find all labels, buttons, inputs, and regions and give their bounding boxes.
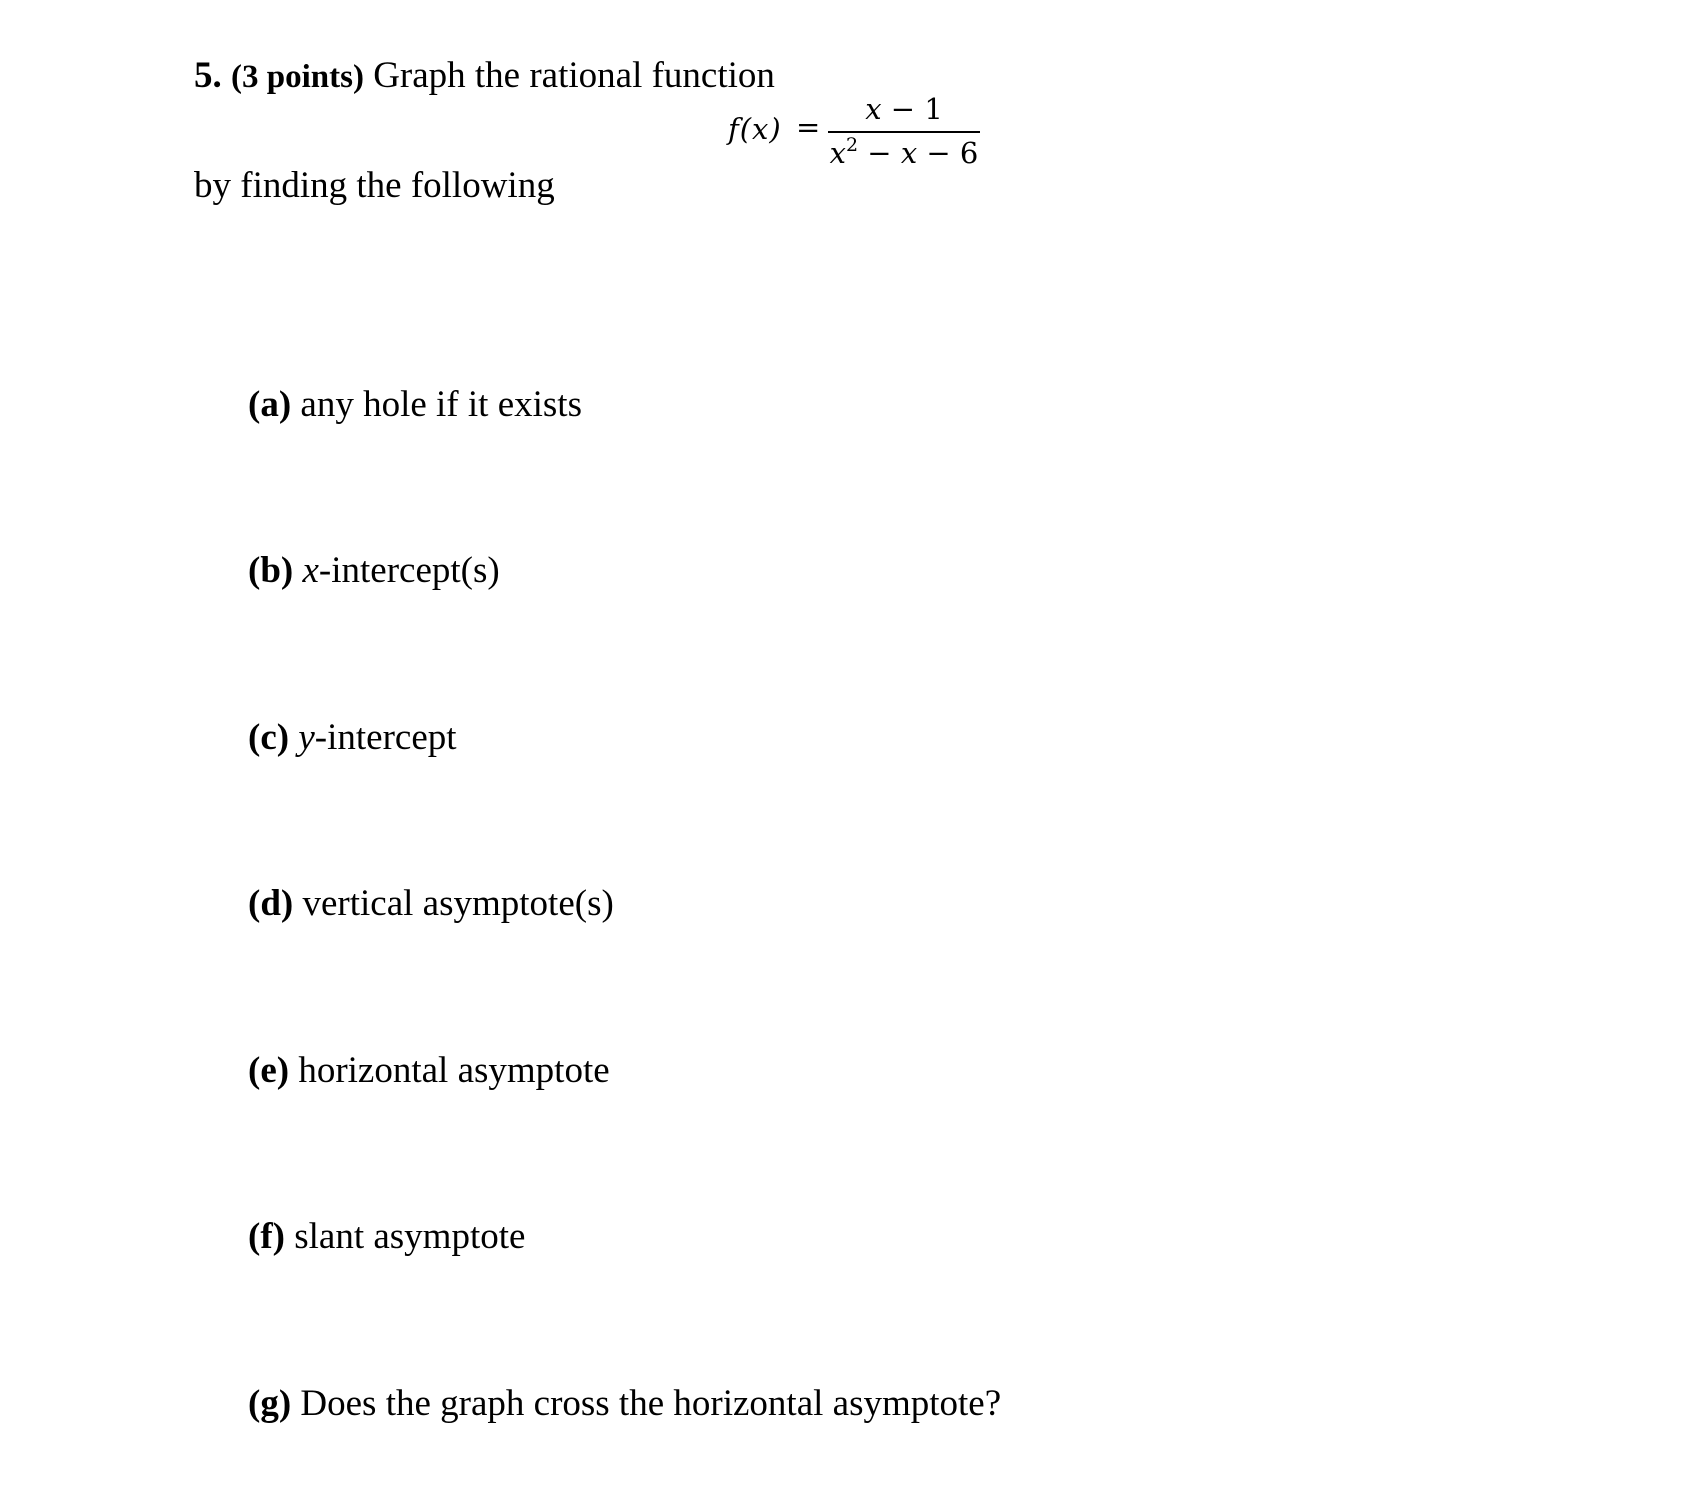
part-e-text: horizontal asymptote [298, 1050, 610, 1091]
problem-number: 5. [194, 55, 222, 96]
part-e-label: (e) [248, 1050, 290, 1091]
problem-points: (3 points) [231, 59, 364, 95]
part-a [248, 381, 582, 429]
part-b-label: (b) [248, 550, 294, 591]
part-d-label: (d) [248, 883, 294, 924]
part-a-label: (a) [248, 384, 292, 425]
part-g-label: (g) [248, 1383, 292, 1424]
part-g [248, 1380, 1001, 1428]
problem-intro: by finding the following [194, 165, 555, 206]
formula-denominator: $x^2 - x - 6$ [829, 134, 979, 170]
part-f-label: (f) [248, 1216, 285, 1257]
part-c [248, 714, 457, 762]
part-f-text: slant asymptote [294, 1216, 526, 1257]
part-c-text: y-intercept [298, 717, 457, 758]
formula-lhs: f(x) [728, 112, 782, 146]
part-d [248, 880, 614, 928]
fraction-bar [828, 131, 980, 133]
part-f [248, 1213, 525, 1261]
problem-title [194, 52, 775, 101]
part-b-text: x-intercept(s) [302, 550, 500, 591]
rational-function-formula [728, 90, 983, 174]
part-a-text: any hole if it exists [300, 384, 582, 425]
part-e [248, 1047, 610, 1095]
formula-numerator: x − 1 [865, 92, 943, 126]
formula-equals: = [796, 110, 821, 144]
part-d-text: vertical asymptote(s) [302, 883, 614, 924]
problem-statement: Graph the rational function [373, 55, 775, 96]
part-g-text: Does the graph cross the horizontal asymptote? [300, 1383, 1002, 1424]
part-c-label: (c) [248, 717, 290, 758]
part-b [248, 547, 500, 595]
